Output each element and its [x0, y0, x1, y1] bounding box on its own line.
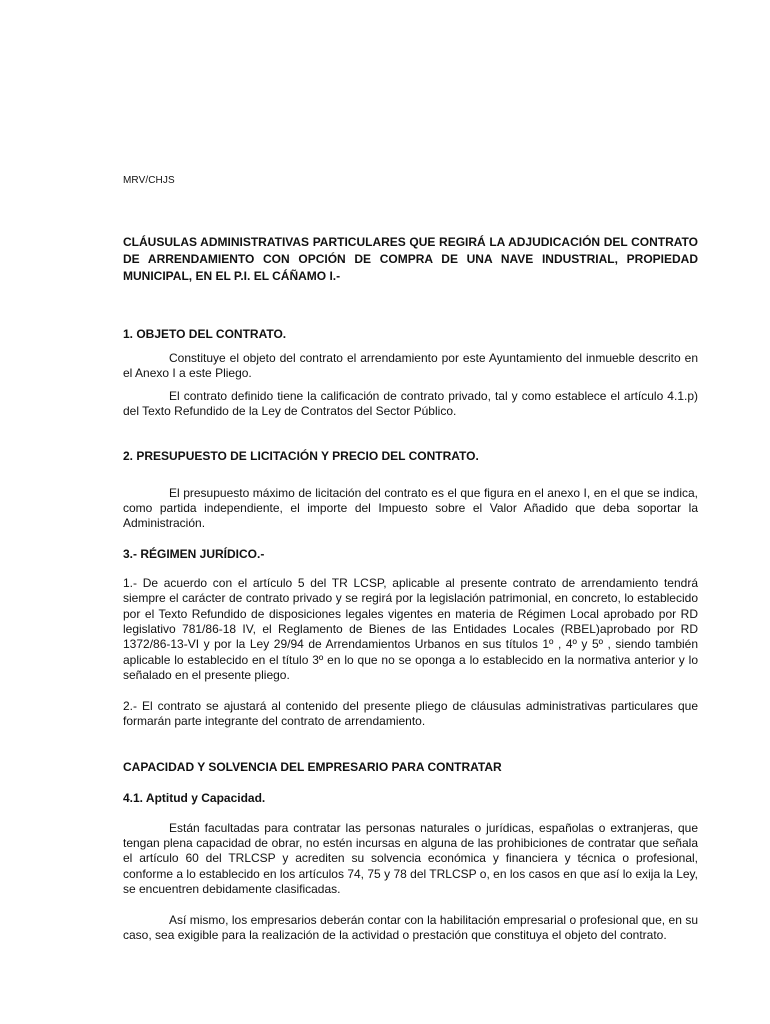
paragraph: Así mismo, los empresarios deberán contar con la habilitación empresarial o profesional que, en su caso, sea exigible para la realización de la actividad o prestación que constituya el objeto del contrato. [123, 912, 698, 942]
section-heading-objeto: 1. OBJETO DEL CONTRATO. [123, 327, 287, 341]
paragraph: El contrato definido tiene la calificación de contrato privado, tal y como establece el artículo 4.1.p) del Texto Refundido de la Ley de Contratos del Sector Público. [123, 388, 698, 419]
paragraph: Constituye el objeto del contrato el arrendamiento por este Ayuntamiento del inmueble descrito en el Anexo I a este Pliego. [123, 351, 698, 381]
document-body [123, 234, 698, 943]
document-reference: MRV/CHJS [123, 175, 175, 186]
section-heading-presupuesto: 2. PRESUPUESTO DE LICITACIÓN Y PRECIO DEL CONTRATO. [123, 448, 479, 463]
paragraph: 1.- De acuerdo con el artículo 5 del TR LCSP, aplicable al presente contrato de arrendamiento tendrá siempre el carácter de contrato privado y se regirá por la legislación patrimonial, en concreto, lo establecido por el Texto Refundido de disposiciones legales vigentes en materia de Régimen Local aprobado por RD legislativo 781/86-18 IV, el Reglamento de Bienes de las Entidades Locales (RBEL)aprobado por RD 1372/86-13-VI y por la Ley 29/94 de Arrendamientos Urbanos en sus títulos 1º , 4º y 5º , siendo también aplicable lo establecido en el título 3º en lo que no se oponga a lo establecido en la normativa anterior y lo señalado en el presente pliego. [123, 575, 698, 683]
paragraph: Están facultadas para contratar las personas naturales o jurídicas, españolas o extranjeras, que tengan plena capacidad de obrar, no estén incursas en alguna de las prohibiciones de contratar que señala el artículo 60 del TRLCSP y acrediten su solvencia económica y financiera y técnica o profesional, conforme a lo establecido en los artículos 74, 75 y 78 del TRLCSP o, en los casos en que así lo exija la Ley, se encuentren debidamente clasificadas. [123, 820, 698, 897]
paragraph: 2.- El contrato se ajustará al contenido del presente pliego de cláusulas administrativas particulares que formarán parte integrante del contrato de arrendamiento. [123, 698, 698, 729]
section-heading-regimen: 3.- RÉGIMEN JURÍDICO.- [123, 546, 265, 561]
section-heading-capacidad: CAPACIDAD Y SOLVENCIA DEL EMPRESARIO PARA CONTRATAR [123, 759, 502, 774]
paragraph: El presupuesto máximo de licitación del contrato es el que figura en el anexo I, en el que se indica, como partida independiente, el importe del Impuesto sobre el Valor Añadido que deba soportar la Administración. [123, 485, 698, 531]
document-title: CLÁUSULAS ADMINISTRATIVAS PARTICULARES QUE REGIRÁ LA ADJUDICACIÓN DEL CONTRATO DE ARRENDAMIENTO CON OPCIÓN DE COMPRA DE UNA NAVE INDUSTRIAL, PROPIEDAD MUNICIPAL, EN EL P.I. EL CÁÑAMO I.- [123, 235, 698, 283]
section-heading-aptitud: 4.1. Aptitud y Capacidad. [123, 790, 266, 805]
